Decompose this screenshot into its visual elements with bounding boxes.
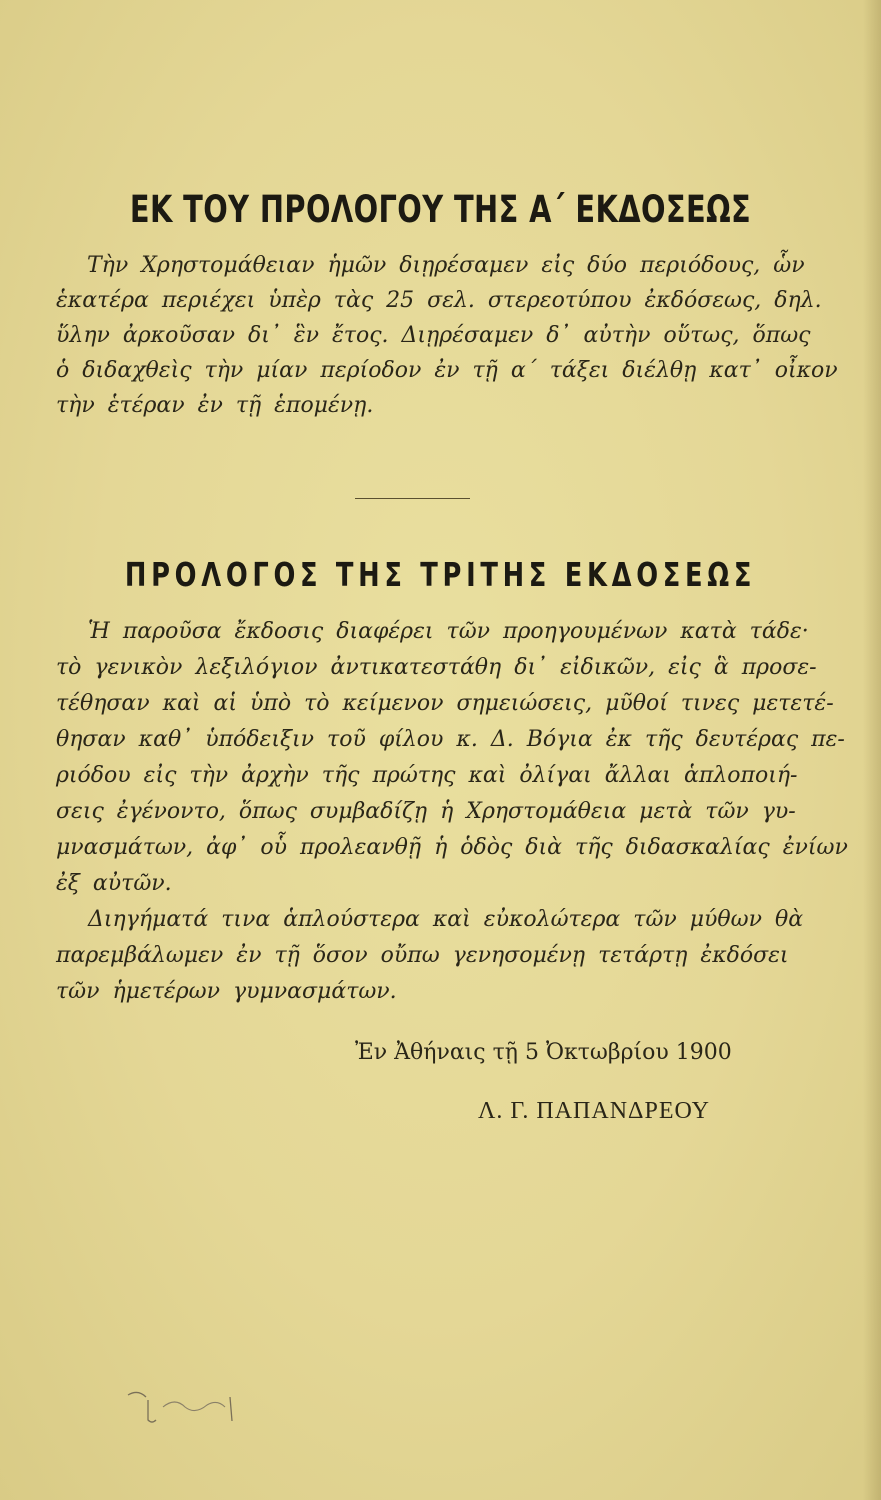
author-signature: Λ. Γ. ΠΑΠΑΝΔΡΕΟΥ: [478, 1098, 710, 1124]
preface-third-line: σεις ἐγένοντο, ὅπως συμβαδίζῃ ἡ Χρηστομάθεια μετὰ τῶν γυ-: [56, 799, 796, 824]
preface-first-line: Τὴν Χρηστομάθειαν ἡμῶν διῃρέσαμεν εἰς δύο περιόδους, ὧν: [87, 253, 805, 278]
preface-third-line: τῶν ἡμετέρων γυμνασμάτων.: [56, 979, 397, 1004]
preface-third-line: Ἡ παροῦσα ἔκδοσις διαφέρει τῶν προηγουμένων κατὰ τάδε·: [88, 619, 809, 644]
preface-third-line: Διηγήματά τινα ἁπλούστερα καὶ εὐκολώτερα τῶν μύθων θὰ: [88, 907, 804, 932]
preface-first-line: ὁ διδαχθεὶς τὴν μίαν περίοδον ἐν τῇ α΄ τάξει διέλθῃ κατ᾽ οἶκον: [56, 358, 838, 383]
preface-first-line: ἑκατέρα περιέχει ὑπὲρ τὰς 25 σελ. στερεοτύπου ἐκδόσεως, δηλ.: [56, 288, 822, 313]
preface-third-line: ριόδου εἰς τὴν ἀρχὴν τῆς πρώτης καὶ ὀλίγαι ἄλλαι ἁπλοποιή-: [56, 763, 798, 788]
ink-stamp-mark: [118, 1385, 268, 1430]
preface-first-line: ὕλην ἀρκοῦσαν δι᾽ ἓν ἔτος. Διῃρέσαμεν δ᾽ αὐτὴν οὕτως, ὅπως: [56, 323, 811, 348]
first-edition-heading: ΕΚ ΤΟΥ ΠΡΟΛΟΓΟΥ ΤΗΣ Α΄ ΕΚΔΟΣΕΩΣ: [129, 188, 752, 231]
preface-third-line: τέθησαν καὶ αἱ ὑπὸ τὸ κείμενον σημειώσεις, μῦθοί τινες μετετέ-: [56, 691, 834, 716]
third-edition-heading: ΠΡΟΛΟΓΟΣ ΤΗΣ ΤΡΙΤΗΣ ΕΚΔΟΣΕΩΣ: [124, 555, 757, 594]
dateline: Ἐν Ἀθήναις τῇ 5 Ὀκτωβρίου 1900: [355, 1040, 732, 1065]
preface-third-line: ἐξ αὐτῶν.: [56, 871, 172, 896]
page-edge-shadow: [863, 0, 881, 1500]
preface-third-line: μνασμάτων, ἀφ᾽ οὗ προλεανθῇ ἡ ὁδὸς διὰ τῆς διδασκαλίας ἐνίων: [56, 835, 848, 860]
section-divider: [355, 498, 470, 499]
preface-first-line: τὴν ἑτέραν ἐν τῇ ἑπομένῃ.: [56, 393, 374, 418]
preface-third-line: τὸ γενικὸν λεξιλόγιον ἀντικατεστάθη δι᾽ εἰδικῶν, εἰς ἃ προσε-: [56, 655, 817, 680]
preface-third-line: θησαν καθ᾽ ὑπόδειξιν τοῦ φίλου κ. Δ. Βόγια ἐκ τῆς δευτέρας πε-: [56, 727, 845, 752]
preface-third-line: παρεμβάλωμεν ἐν τῇ ὅσον οὔπω γενησομένῃ τετάρτῃ ἐκδόσει: [56, 943, 789, 968]
